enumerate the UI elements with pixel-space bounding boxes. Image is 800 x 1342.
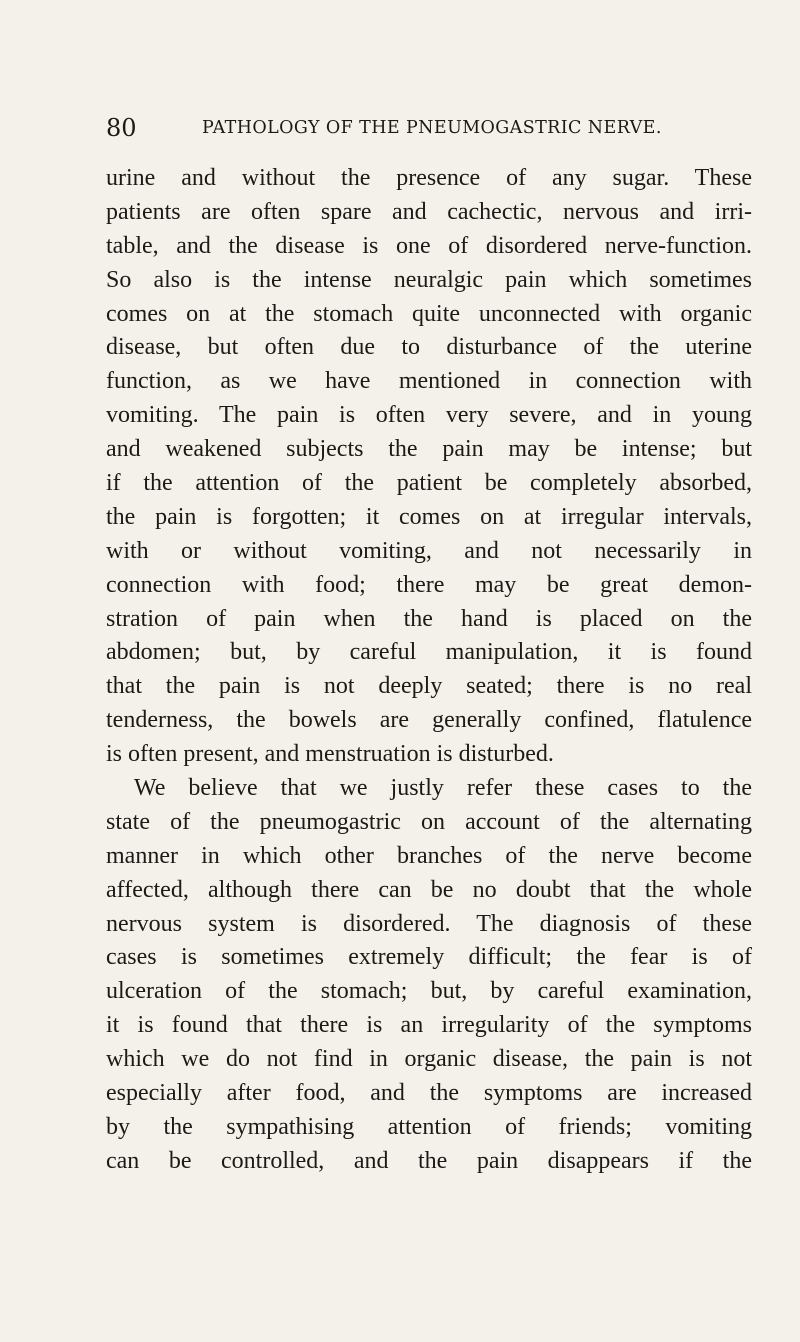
text-line: can be controlled, and the pain disappears if the — [106, 1147, 752, 1174]
text-line: especially after food, and the symptoms are increased — [106, 1080, 752, 1107]
text-line: nervous system is disordered. The diagnosis of these — [106, 910, 752, 937]
text-line: function, as we have mentioned in connection with — [106, 368, 752, 395]
text-line: it is found that there is an irregularity of the symptoms — [106, 1012, 752, 1039]
text-line: that the pain is not deeply seated; there is no real — [106, 673, 752, 700]
text-line: table, and the disease is one of disordered nerve-function. — [106, 232, 752, 259]
text-line: disease, but often due to disturbance of the uterine — [106, 334, 752, 361]
text-line: patients are often spare and cachectic, nervous and irri- — [106, 198, 752, 225]
text-line: is often present, and menstruation is disturbed. — [106, 741, 554, 768]
text-line: comes on at the stomach quite unconnected with organic — [106, 300, 752, 327]
text-line: stration of pain when the hand is placed on the — [106, 605, 752, 632]
text-line: manner in which other branches of the nerve become — [106, 842, 752, 869]
text-line: with or without vomiting, and not necessarily in — [106, 537, 752, 564]
text-line: We believe that we justly refer these cases to the — [134, 775, 752, 802]
text-line: abdomen; but, by careful manipulation, it is found — [106, 639, 752, 666]
text-line: and weakened subjects the pain may be intense; but — [106, 436, 752, 463]
text-line: vomiting. The pain is often very severe, and in young — [106, 402, 752, 429]
text-line: state of the pneumogastric on account of the alternating — [106, 808, 752, 835]
text-line: So also is the intense neuralgic pain which sometimes — [106, 266, 752, 293]
text-line: which we do not find in organic disease, the pain is not — [106, 1046, 752, 1073]
text-line: ulceration of the stomach; but, by careful examination, — [106, 978, 752, 1005]
body-text — [106, 162, 752, 1179]
text-line: the pain is forgotten; it comes on at irregular intervals, — [106, 503, 752, 530]
page-header — [106, 108, 746, 148]
running-title: PATHOLOGY OF THE PNEUMOGASTRIC NERVE. — [202, 118, 662, 138]
text-line: urine and without the presence of any sugar. These — [106, 165, 752, 191]
text-line: if the attention of the patient be completely absorbed, — [106, 470, 752, 497]
text-line: connection with food; there may be great demon- — [106, 571, 752, 598]
text-line: tenderness, the bowels are generally confined, flatulence — [106, 707, 752, 734]
text-line: affected, although there can be no doubt that the whole — [106, 876, 752, 903]
text-line: cases is sometimes extremely difficult; the fear is of — [106, 944, 752, 971]
text-line: by the sympathising attention of friends; vomiting — [106, 1113, 752, 1140]
page-number: 80 — [106, 114, 137, 142]
